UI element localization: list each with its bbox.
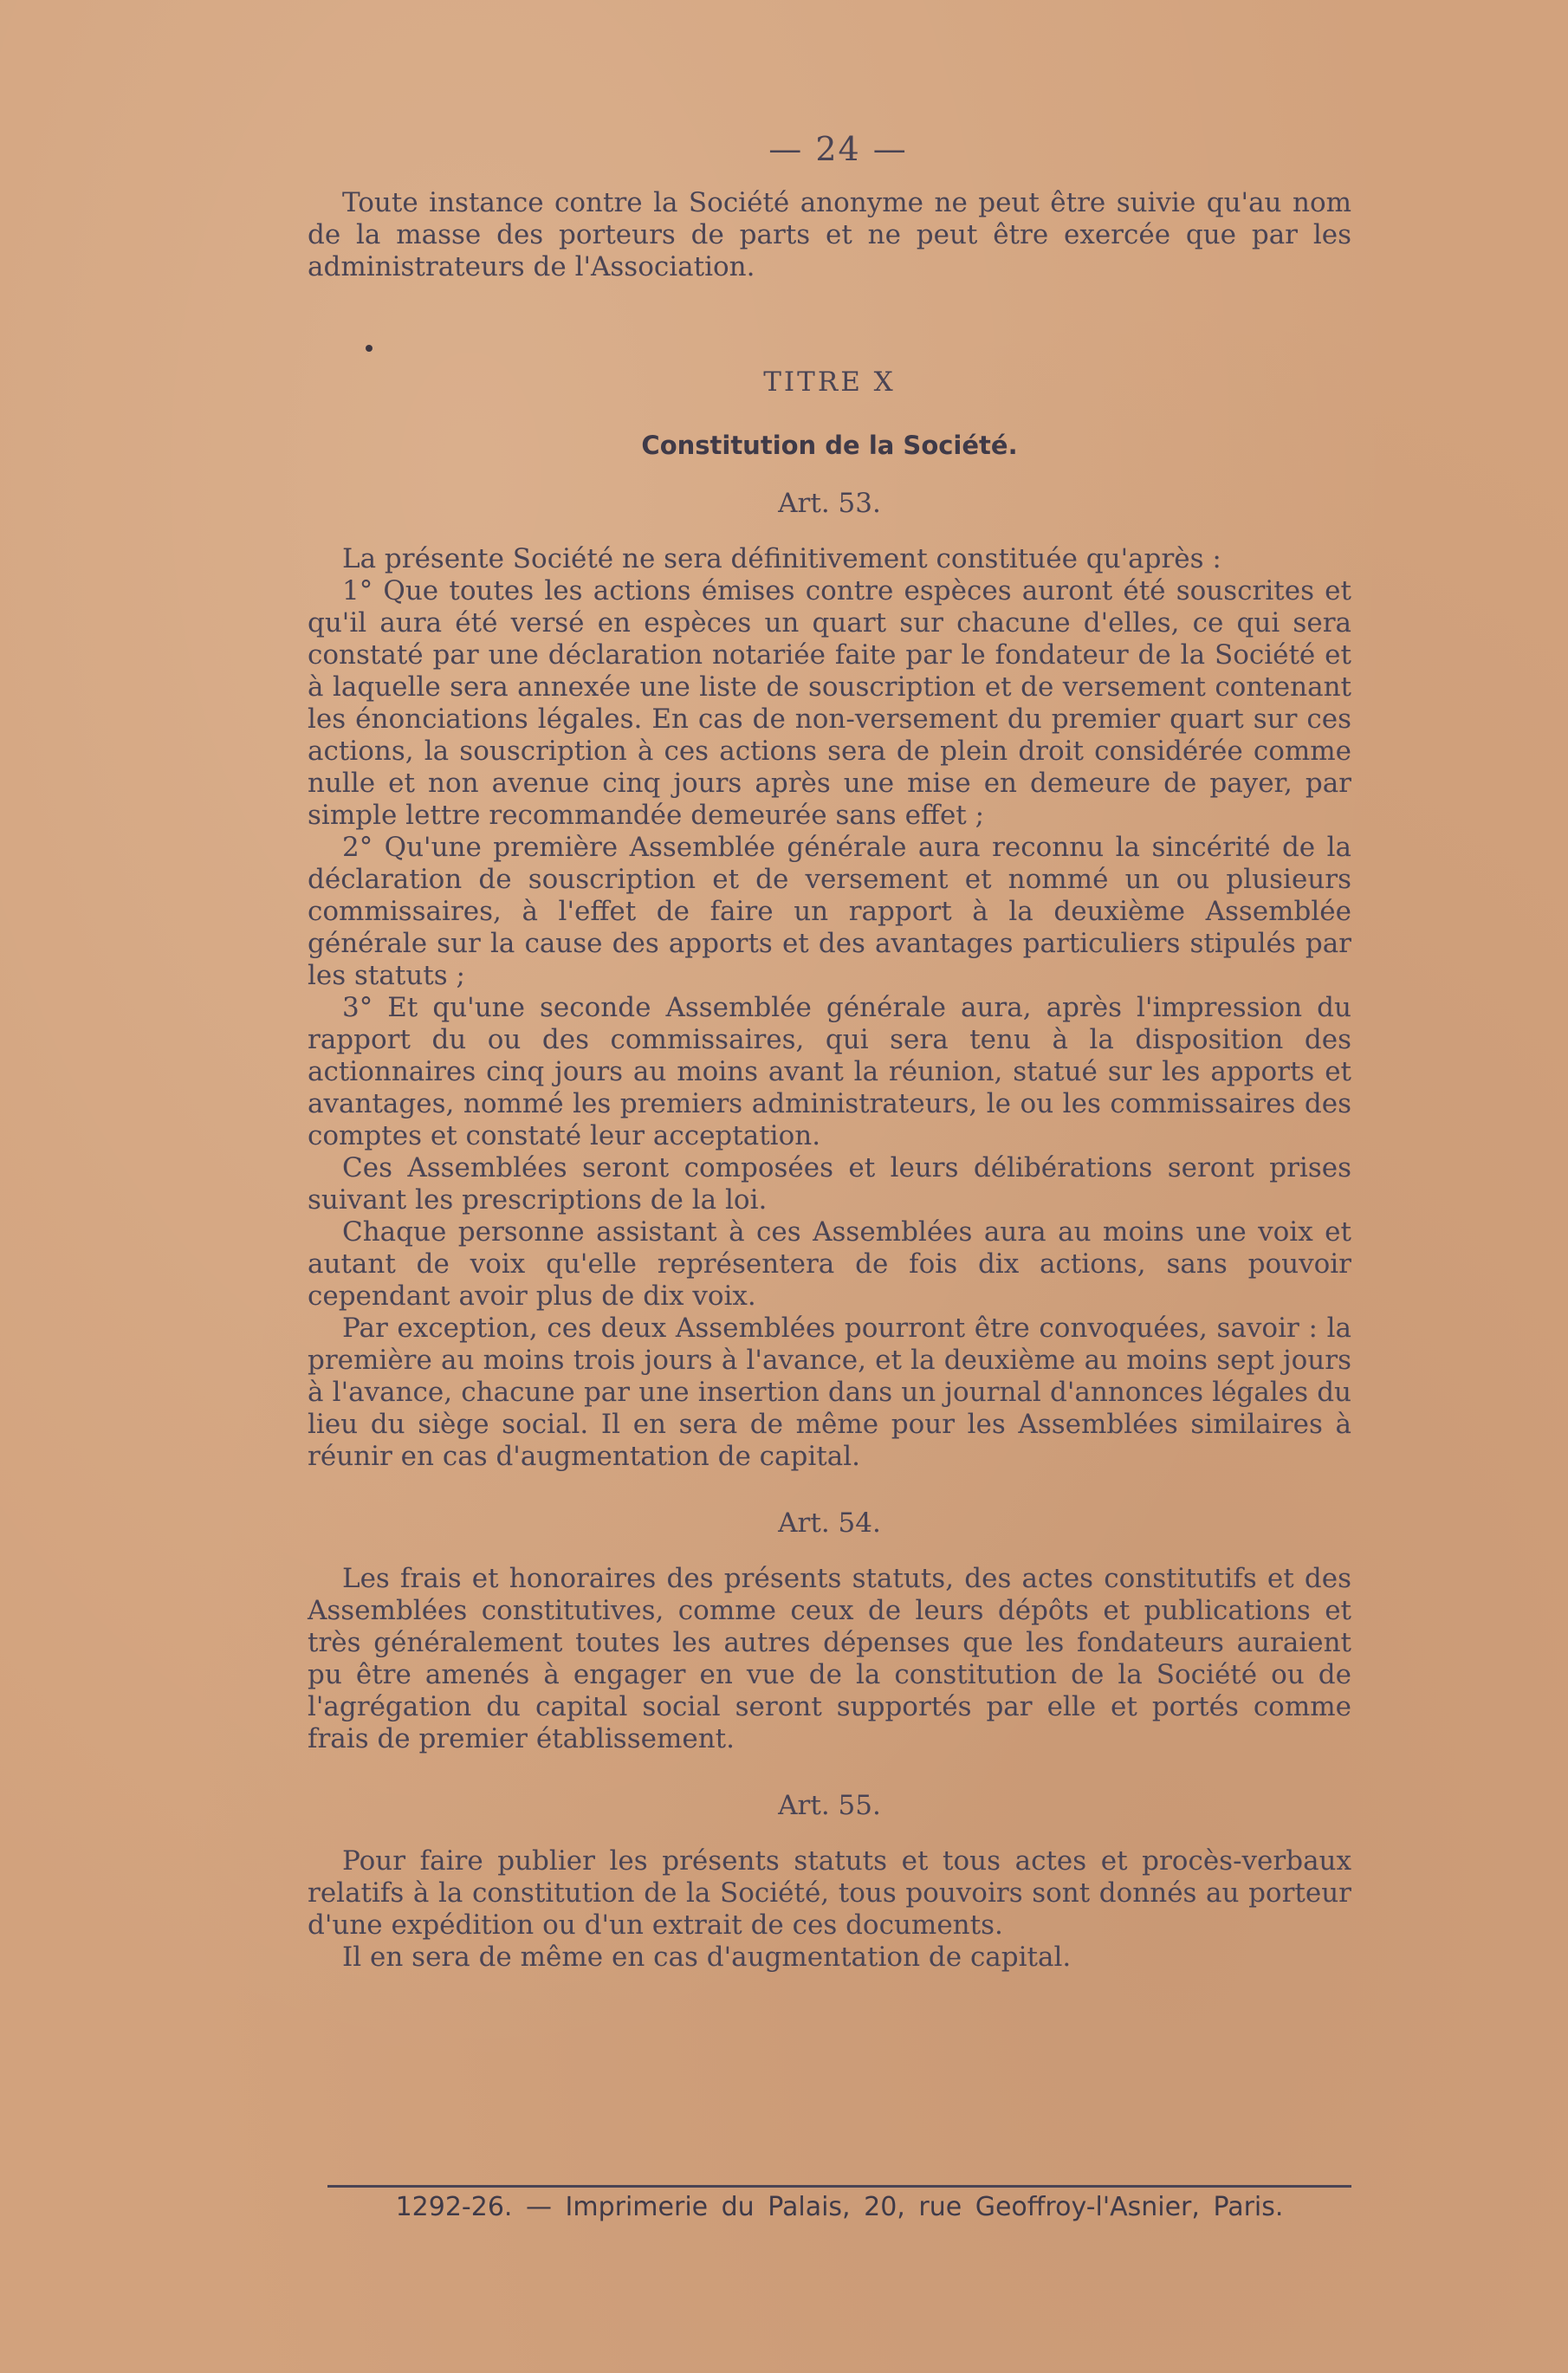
article-paragraph: 1° Que toutes les actions émises contre espèces auront été souscrites et qu'il aura été versé en espèces un quart sur chacune d'elles, ce qui sera constaté par une déclaration notariée faite par le fondateur de la Société et à laquelle sera annexée une liste de souscription et de versement contenant les énonciations légales. En cas de non-versement du premier quart sur ces actions, la souscription à ces actions sera de plein droit considérée comme nulle et non avenue cinq jours après une mise en demeure de payer, par simple lettre recommandée demeurée sans effet ; [308, 575, 1351, 831]
article-heading: Art. 53. [778, 488, 881, 519]
footer-divider [327, 2185, 1351, 2188]
article-paragraph: Chaque personne assistant à ces Assemblées aura au moins une voix et autant de voix qu'elle représentera de fois dix actions, sans pouvoir cependant avoir plus de dix voix. [308, 1216, 1351, 1312]
page-number: — 24 — [768, 130, 908, 168]
section-title: TITRE X [763, 366, 896, 398]
printer-footer: 1292-26. — Imprimerie du Palais, 20, rue Geoffroy-l'Asnier, Paris. [395, 2192, 1284, 2222]
ink-speck [366, 345, 373, 352]
article-paragraph: 3° Et qu'une seconde Assemblée générale aura, après l'impression du rapport du ou des commissaires, qui sera tenu à la disposition des actionnaires cinq jours au moins avant la réunion, statué sur les apports et avantages, nommé les premiers administrateurs, le ou les commissaires des comptes et constaté leur acceptation. [308, 992, 1351, 1151]
article-paragraph: Les frais et honoraires des présents statuts, des actes constitutifs et des Assemblées constitutives, comme ceux de leurs dépôts et publications et très généralement toutes les autres dépenses que les fondateurs auraient pu être amenés à engager en vue de la constitution de la Société ou de l'agrégation du capital social seront supportés par elle et portés comme frais de premier établissement. [308, 1563, 1351, 1754]
article-heading: Art. 54. [778, 1507, 881, 1539]
article-paragraph: Ces Assemblées seront composées et leurs délibérations seront prises suivant les prescriptions de la loi. [308, 1152, 1351, 1216]
article-paragraph: Pour faire publier les présents statuts et tous actes et procès-verbaux relatifs à la constitution de la Société, tous pouvoirs sont donnés au porteur d'une expédition ou d'un extrait de ces documents. [308, 1845, 1351, 1941]
article-paragraph: Par exception, ces deux Assemblées pourront être convoquées, savoir : la première au moins trois jours à l'avance, et la deuxième au moins sept jours à l'avance, chacune par une insertion dans un journal d'annonces légales du lieu du siège social. Il en sera de même pour les Assemblées similaires à réunir en cas d'augmentation de capital. [308, 1313, 1351, 1472]
intro-paragraph: Toute instance contre la Société anonyme ne peut être suivie qu'au nom de la masse des porteurs de parts et ne peut être exercée que par les administrateurs de l'Association. [308, 187, 1351, 282]
article-55 [308, 1790, 1351, 1974]
document-page [308, 130, 1351, 1974]
article-53 [308, 488, 1351, 1473]
article-heading: Art. 55. [778, 1790, 881, 1821]
article-paragraph: La présente Société ne sera définitivement constituée qu'après : [342, 543, 1221, 574]
article-paragraph: Il en sera de même en cas d'augmentation de capital. [342, 1942, 1072, 1973]
article-paragraph: 2° Qu'une première Assemblée générale aura reconnu la sincérité de la déclaration de souscription et de versement et nommé un ou plusieurs commissaires, à l'effet de faire un rapport à la deuxième Assemblée générale sur la cause des apports et des avantages particuliers stipulés par les statuts ; [308, 832, 1351, 991]
article-54 [308, 1507, 1351, 1755]
section-subtitle: Constitution de la Société. [641, 431, 1018, 460]
